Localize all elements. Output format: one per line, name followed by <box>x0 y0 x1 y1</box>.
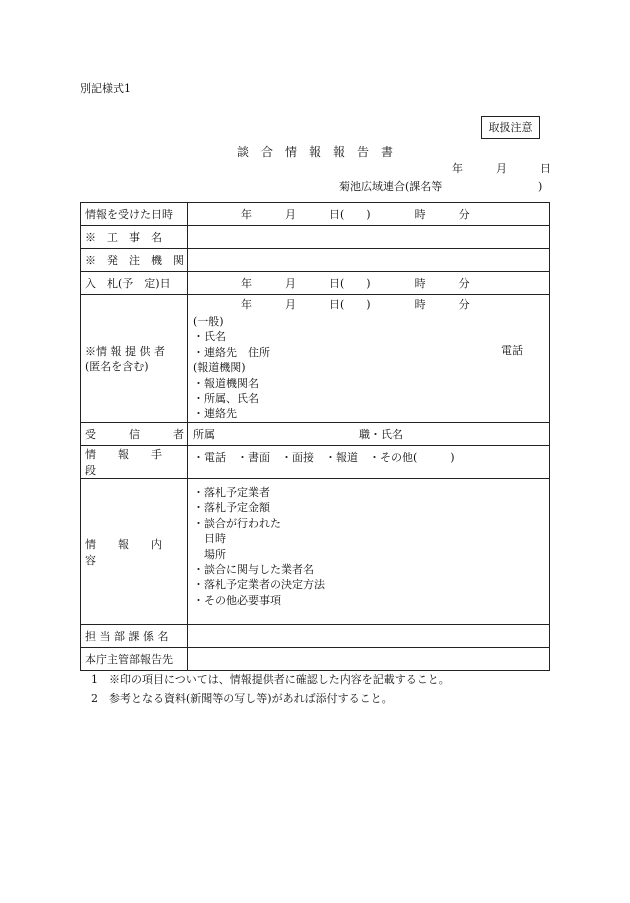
informant-line: ・所属、氏名 <box>193 392 259 406</box>
project-name-label: ※ 工 事 名 <box>81 226 188 249</box>
info-content-line: 日時 <box>193 532 226 546</box>
info-content-line: ・落札予定業者 <box>193 486 270 499</box>
recipient-position-name: 職・氏名 <box>359 428 403 441</box>
row-project-name <box>81 226 550 249</box>
received-datetime-label: 情報を受けた日時 <box>81 203 188 226</box>
page-title: 談 合 情 報 報 告 書 <box>237 145 394 159</box>
info-content-line: ・その他必要事項 <box>193 593 281 607</box>
row-informant <box>81 295 550 423</box>
note-2: 2 参考となる資料(新聞等の写し等)があれば添付すること。 <box>91 692 393 705</box>
reporter-org-close: ) <box>538 180 543 193</box>
ordering-agency-field[interactable] <box>188 249 550 272</box>
informant-label-line1: ※情 報 提 供 者 <box>85 344 165 358</box>
info-content-line: 場所 <box>193 547 226 561</box>
received-datetime-field[interactable] <box>188 203 550 226</box>
recipient-label: 受 信 者 <box>81 423 188 446</box>
informant-line: (報道機関) <box>193 361 246 375</box>
form-number: 別記様式1 <box>80 82 131 95</box>
report-form-table <box>80 202 550 671</box>
bid-date-label: 入 札(予 定)日 <box>81 272 188 295</box>
informant-field[interactable] <box>188 295 550 423</box>
recipient-affiliation: 所属 <box>193 428 215 441</box>
received-datetime-value: 年 月 日( ) 時 分 <box>241 208 470 221</box>
informant-label <box>81 295 188 423</box>
bid-date-field[interactable] <box>188 272 550 295</box>
informant-line: ・報道機関名 <box>193 376 259 390</box>
handling-notice-box <box>481 116 540 139</box>
info-content-line: ・談合が行われた <box>193 516 281 530</box>
project-name-field[interactable] <box>188 226 550 249</box>
info-content-field[interactable] <box>188 479 550 625</box>
row-info-content <box>81 479 550 625</box>
head-office-field[interactable] <box>188 648 550 671</box>
recipient-field[interactable] <box>188 423 550 446</box>
responsible-section-field[interactable] <box>188 625 550 648</box>
row-info-method <box>81 446 550 479</box>
bid-date-value: 年 月 日( ) 時 分 <box>241 277 470 290</box>
note-1: 1 ※印の項目については、情報提供者に確認した内容を記載すること。 <box>91 673 450 686</box>
report-date: 年 月 日 <box>452 162 551 175</box>
informant-details <box>193 314 270 422</box>
responsible-section-label: 担 当 部 課 係 名 <box>81 625 188 648</box>
informant-phone-label: 電話 <box>501 344 523 357</box>
row-ordering-agency <box>81 249 550 272</box>
ordering-agency-label: ※ 発 注 機 関 <box>81 249 188 272</box>
info-method-field[interactable] <box>188 446 550 479</box>
reporter-org <box>339 181 442 192</box>
informant-datetime: 年 月 日( ) 時 分 <box>241 298 470 311</box>
row-bid-date <box>81 272 550 295</box>
head-office-label: 本庁主管部報告先 <box>81 648 188 671</box>
handling-notice-label: 取扱注意 <box>488 121 533 134</box>
row-received-datetime <box>81 203 550 226</box>
row-responsible-section <box>81 625 550 648</box>
informant-line: ・氏名 <box>193 330 226 344</box>
row-recipient <box>81 423 550 446</box>
info-content-details <box>188 479 549 608</box>
reporter-org-label: 菊池広域連合(課名等 <box>339 180 443 193</box>
informant-line: ・連絡先 住所 <box>193 345 270 359</box>
informant-line: (一般) <box>193 315 224 328</box>
info-method-label: 情 報 手 段 <box>81 446 188 479</box>
info-content-line: ・落札予定金額 <box>193 501 270 515</box>
informant-label-line2: (匿名を含む) <box>85 359 149 373</box>
row-head-office <box>81 648 550 671</box>
info-method-options: ・電話 ・書面 ・面接 ・報道 ・その他( ) <box>193 451 455 464</box>
info-content-label: 情 報 内 容 <box>81 479 188 625</box>
info-content-line: ・落札予定業者の決定方法 <box>193 578 325 592</box>
informant-line: ・連絡先 <box>193 407 237 421</box>
info-content-line: ・談合に関与した業者名 <box>193 563 314 577</box>
